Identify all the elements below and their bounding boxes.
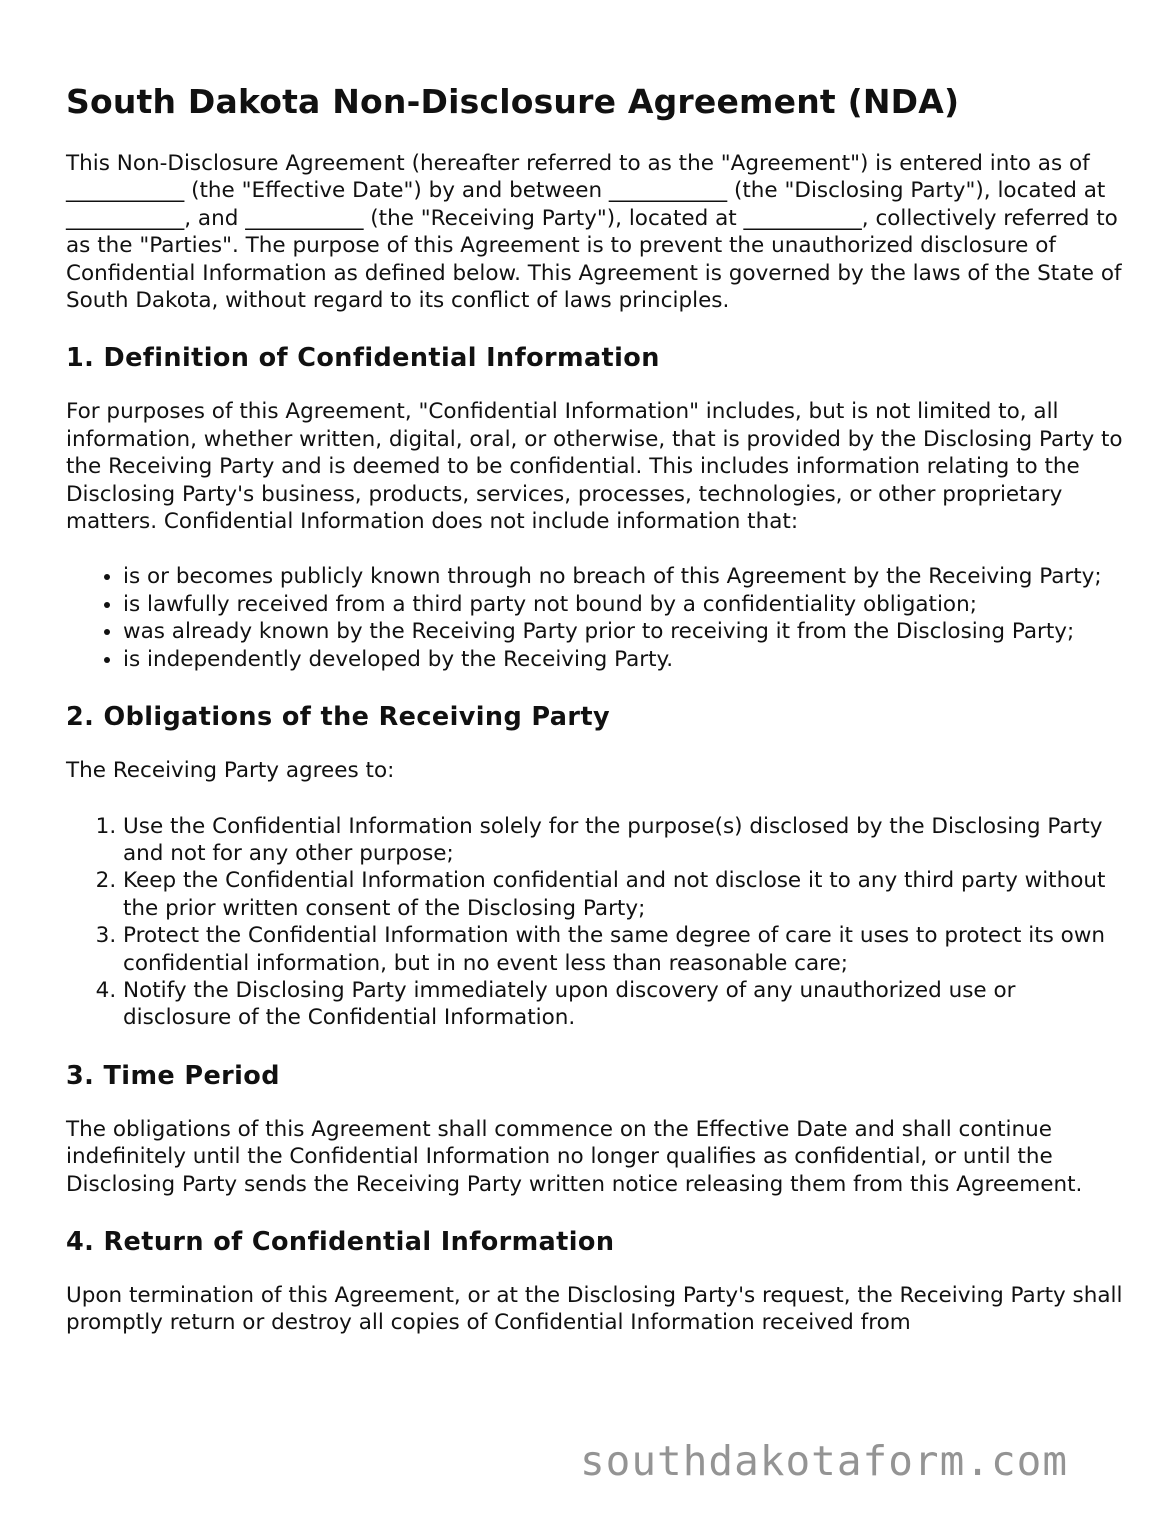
section-1-body: For purposes of this Agreement, "Confidential Information" includes, but is not limited to, all information, whether written, digital, oral, or otherwise, that is provided by the Disclosing Party to the Receiving Party and is deemed to be confidential. This includes information relating to the Disclosing Party's business, products, services, processes, technologies, or other proprietary matters. Confidential Information does not include information that:: [66, 399, 1123, 535]
list-item: • was already known by the Receiving Party prior to receiving it from the Disclosing Party;: [123, 618, 1126, 645]
section-4-heading: 4. Return of Confidential Information: [66, 1226, 615, 1257]
document-title: South Dakota Non-Disclosure Agreement (NDA): [66, 82, 960, 121]
section-4-body: Upon termination of this Agreement, or at the Disclosing Party's request, the Receiving Party shall promptly return or destroy all copies of Confidential Information received from: [66, 1282, 1123, 1336]
exclusions-list: [66, 563, 1126, 673]
list-item: 4. Notify the Disclosing Party immediately upon discovery of any unauthorized use or disclosure of the Confidential Information.: [123, 977, 1126, 1032]
section-1-heading: 1. Definition of Confidential Information: [66, 343, 660, 374]
list-item: • is lawfully received from a third party not bound by a confidentiality obligation;: [123, 591, 1126, 618]
watermark: southdakotaform.com: [580, 1437, 1068, 1485]
document-page: [66, 82, 1126, 1365]
obligations-list: [66, 813, 1126, 1032]
section-2-body: The Receiving Party agrees to:: [66, 758, 395, 784]
list-item: 1. Use the Confidential Information solely for the purpose(s) disclosed by the Disclosing Party and not for any other purpose;: [123, 813, 1126, 868]
list-item: • is or becomes publicly known through no breach of this Agreement by the Receiving Party;: [123, 563, 1126, 590]
list-item: 3. Protect the Confidential Information with the same degree of care it uses to protect its own confidential information, but in no event less than reasonable care;: [123, 922, 1126, 977]
list-item: • is independently developed by the Receiving Party.: [123, 646, 1126, 673]
section-2-heading: 2. Obligations of the Receiving Party: [66, 702, 610, 733]
section-3-body: The obligations of this Agreement shall commence on the Effective Date and shall continue indefinitely until the Confidential Information no longer qualifies as confidential, or until the Disclosing Party sends the Receiving Party written notice releasing them from this Agreement.: [66, 1116, 1083, 1197]
intro-paragraph: This Non-Disclosure Agreement (hereafter referred to as the "Agreement") is entered into as of ___________ (the "Effective Date") by and between ___________ (the "Disclosing Party"), located at ___________, and ___________ (the "Receiving Party"), located at ___________, collectively referred to as the "Parties". The purpose of this Agreement is to prevent the unauthorized disclosure of Confidential Information as defined below. This Agreement is governed by the laws of the State of South Dakota, without regard to its conflict of laws principles.: [66, 151, 1122, 314]
section-3-heading: 3. Time Period: [66, 1060, 280, 1091]
list-item: 2. Keep the Confidential Information confidential and not disclose it to any third party without the prior written consent of the Disclosing Party;: [123, 867, 1126, 922]
